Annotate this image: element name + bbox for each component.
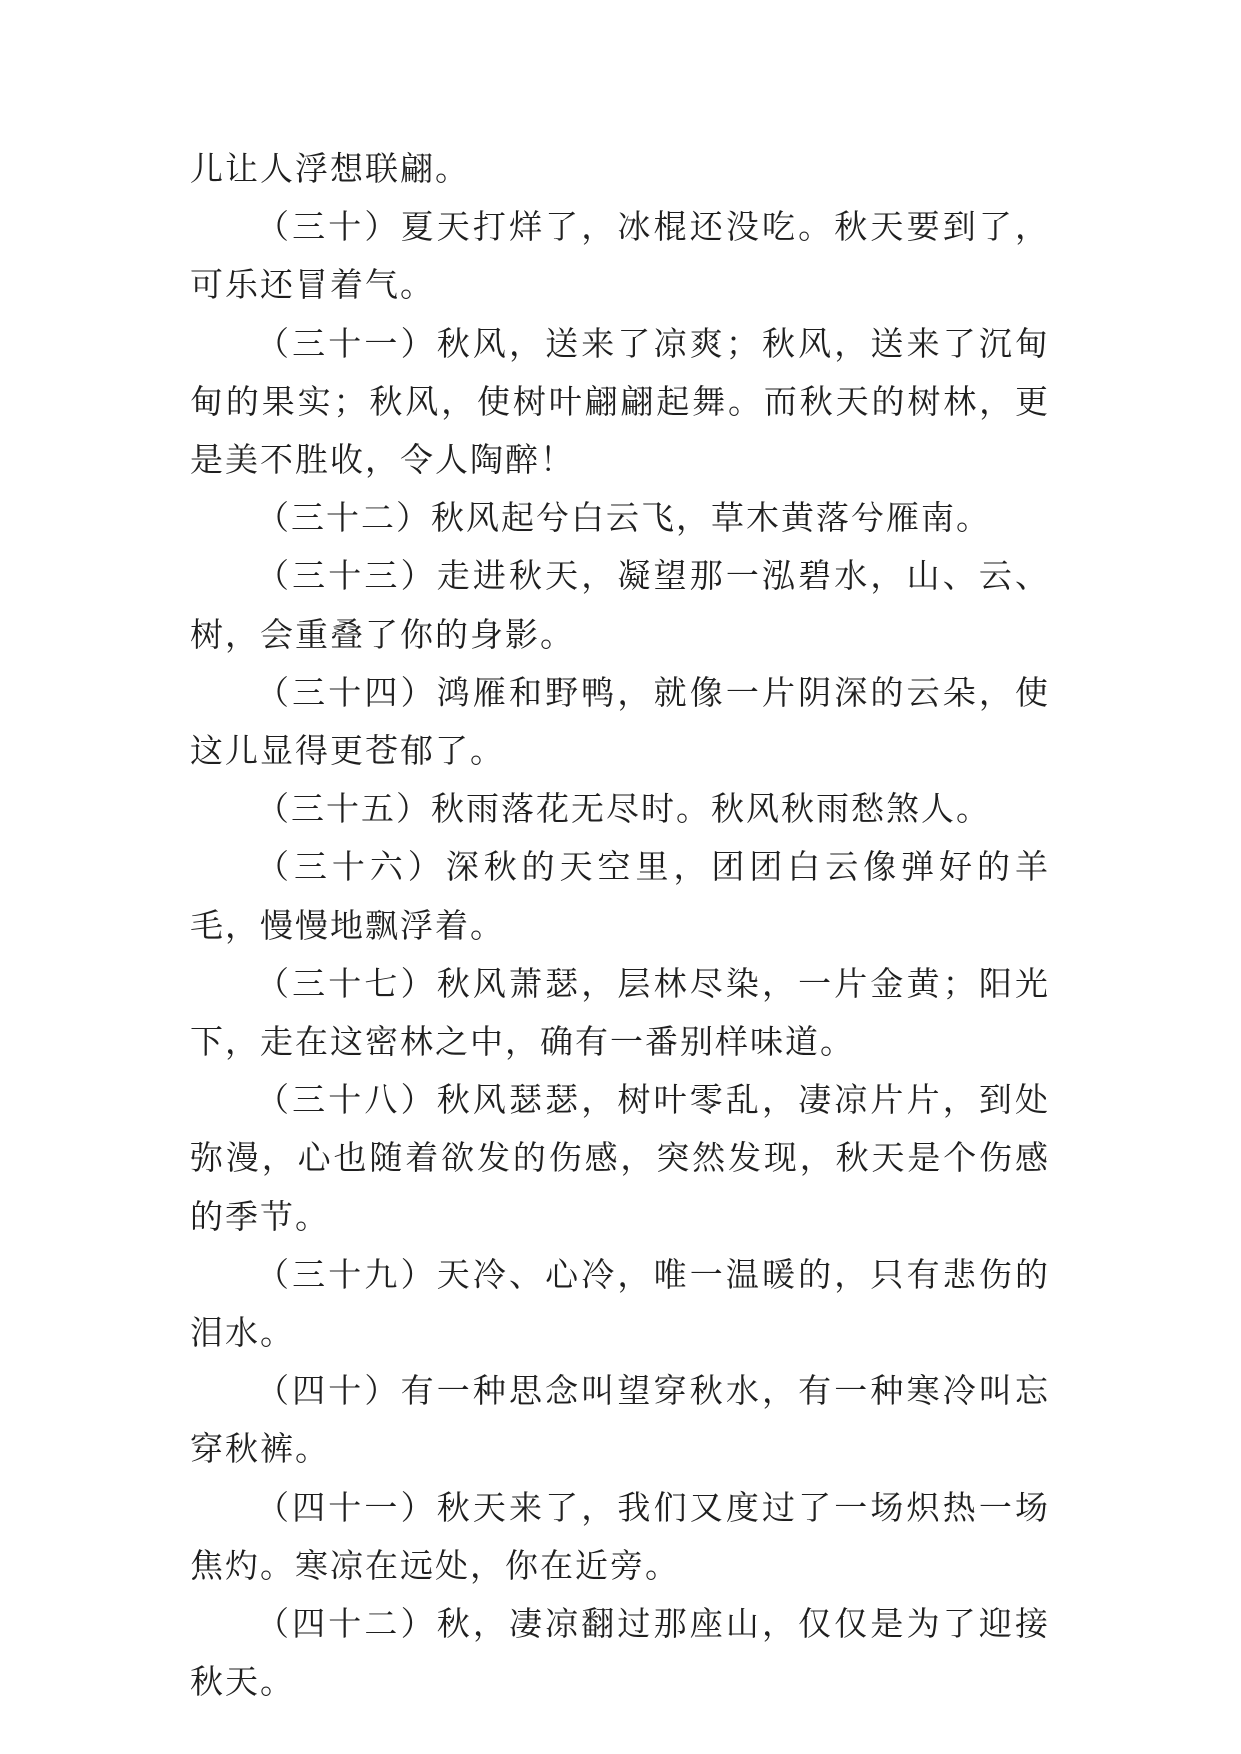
document-page bbox=[190, 140, 1050, 1711]
paragraph-12: （四十）有一种思念叫望穿秋水，有一种寒冷叫忘穿秋裤。 bbox=[190, 1371, 1050, 1469]
paragraph-6: （三十四）鸿雁和野鸭，就像一片阴深的云朵，使这儿显得更苍郁了。 bbox=[190, 672, 1050, 771]
paragraph-4: （三十二）秋风起兮白云飞，草木黄落兮雁南。 bbox=[256, 498, 991, 538]
paragraph-10: （三十八）秋风瑟瑟，树叶零乱，凄凉片片，到处弥漫，心也随着欲发的伤感，突然发现，秋天是个伤感的季节。 bbox=[190, 1080, 1050, 1236]
paragraph-11: （三十九）天冷、心冷，唯一温暖的，只有悲伤的泪水。 bbox=[190, 1254, 1050, 1353]
paragraph-7: （三十五）秋雨落花无尽时。秋风秋雨愁煞人。 bbox=[256, 789, 991, 829]
paragraph-1: 儿让人浮想联翩。 bbox=[190, 149, 470, 188]
paragraph-9: （三十七）秋风萧瑟，层林尽染，一片金黄；阳光下，走在这密林之中，确有一番别样味道。 bbox=[190, 963, 1050, 1062]
paragraph-3: （三十一）秋风，送来了凉爽；秋风，送来了沉甸甸的果实；秋风，使树叶翩翩起舞。而秋天的树林，更是美不胜收，令人陶醉！ bbox=[190, 323, 1050, 480]
paragraph-8: （三十六）深秋的天空里，团团白云像弹好的羊毛，慢慢地飘浮着。 bbox=[190, 847, 1050, 945]
paragraph-2: （三十）夏天打烊了，冰棍还没吃。秋天要到了，可乐还冒着气。 bbox=[190, 207, 1050, 305]
paragraph-13: （四十一）秋天来了，我们又度过了一场炽热一场焦灼。寒凉在远处，你在近旁。 bbox=[190, 1487, 1050, 1585]
paragraph-14: （四十二）秋，凄凉翻过那座山，仅仅是为了迎接秋天。 bbox=[190, 1604, 1050, 1702]
paragraph-5: （三十三）走进秋天，凝望那一泓碧水，山、云、树，会重叠了你的身影。 bbox=[190, 556, 1050, 654]
